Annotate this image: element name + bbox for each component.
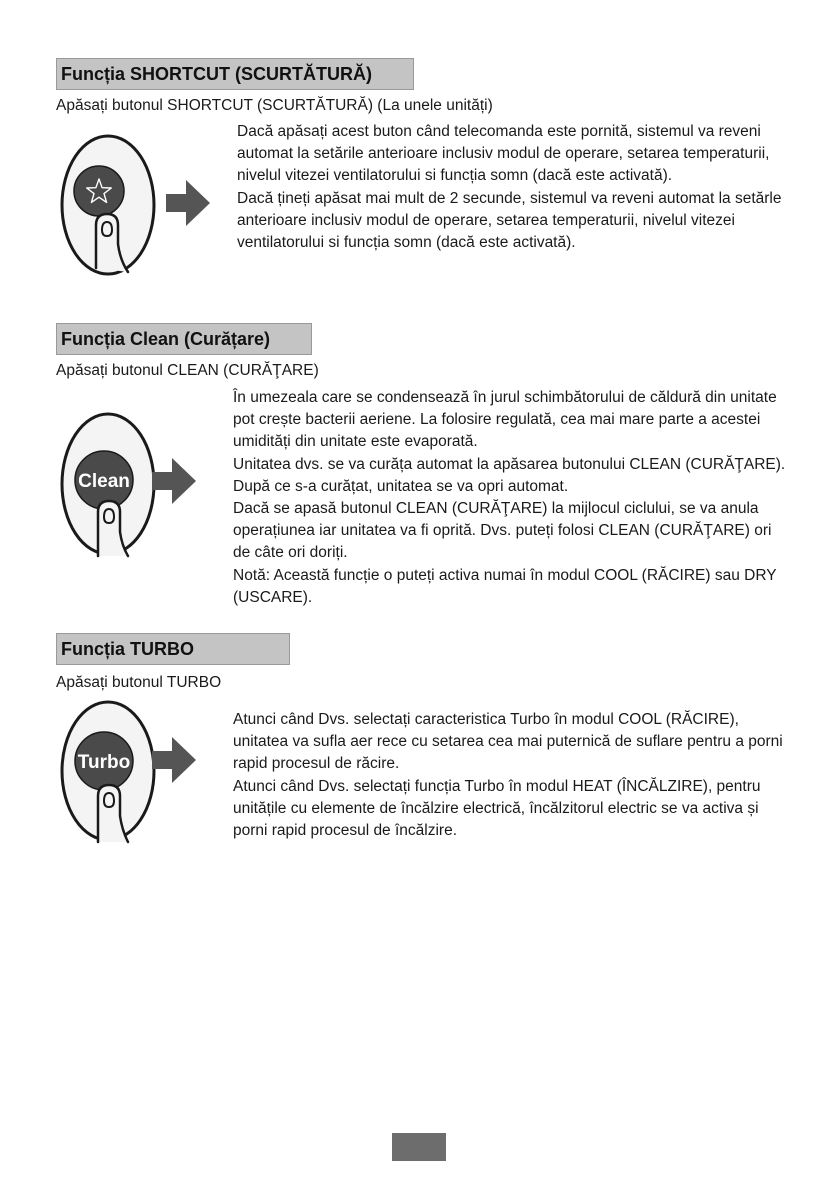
clean-button-label: Clean <box>78 471 130 492</box>
clean-paragraph-2: Unitatea dvs. se va curăța automat la apăsarea butonului CLEAN (CURĂŢARE). După ce s-a curățat, unitatea se va opri automat. <box>233 455 786 495</box>
clean-paragraph-3: Dacă se apasă butonul CLEAN (CURĂŢARE) la mijlocul ciclului, se va anula operațiunea iar unitatea va fi oprită. Dvs. puteți folosi CLEAN (CURĂŢARE) ori de câte ori doriți. <box>233 500 772 562</box>
shortcut-remote-svg <box>58 132 158 278</box>
shortcut-button[interactable] <box>74 166 124 216</box>
page-number-badge <box>392 1133 446 1161</box>
turbo-remote-svg <box>58 698 158 844</box>
turbo-section-title: Funcția TURBO <box>56 633 290 665</box>
turbo-button-label: Turbo <box>77 752 131 773</box>
clean-remote-svg <box>58 410 158 558</box>
turbo-paragraph-1: Atunci când Dvs. selectați caracteristica Turbo în modul COOL (RĂCIRE), unitatea va sufla aer rece cu setarea cea mai puternică de suflare pentru a porni rapid procesul de răcire. <box>233 711 783 773</box>
clean-paragraph-1: În umezeala care se condensează în jurul schimbătorului de căldură din unitate pot crește bacterii aeriene. La folosire regulată, cea mai mare parte a acestei umidități din unitate este evaporată. <box>233 389 777 451</box>
turbo-arrow-icon <box>152 737 196 788</box>
clean-section-title: Funcția Clean (Curățare) <box>56 323 312 355</box>
clean-instruction: Apăsați butonul CLEAN (CURĂŢARE) <box>56 362 319 379</box>
shortcut-section-title: Funcția SHORTCUT (SCURTĂTURĂ) <box>56 58 414 90</box>
shortcut-paragraph-1: Dacă apăsați acest buton când telecomanda este pornită, sistemul va reveni automat la setările anterioare inclusiv modul de operare, setarea temperaturii, nivelul vitezei ventilatorului si funcția somn (dacă este activată). <box>237 123 770 185</box>
shortcut-description <box>237 121 782 254</box>
shortcut-instruction: Apăsați butonul SHORTCUT (SCURTĂTURĂ) (La unele unități) <box>56 97 493 114</box>
turbo-remote-illustration <box>58 698 158 844</box>
clean-remote-illustration <box>58 410 158 558</box>
shortcut-paragraph-2: Dacă țineți apăsat mai mult de 2 secunde, sistemul va reveni automat la setărle anterioare inclusiv modul de operare, setarea temperaturii, nivelul vitezei ventilatorului si funcția somn (dacă este activată). <box>237 189 782 252</box>
shortcut-remote-illustration <box>58 132 158 278</box>
clean-description <box>233 387 789 609</box>
clean-arrow-icon <box>152 458 196 509</box>
turbo-instruction: Apăsați butonul TURBO <box>56 674 222 691</box>
shortcut-arrow-icon <box>166 180 210 231</box>
clean-paragraph-4: Notă: Această funcție o puteți activa numai în modul COOL (RĂCIRE) sau DRY (USCARE). <box>233 566 777 606</box>
turbo-paragraph-2: Atunci când Dvs. selectați funcția Turbo în modul HEAT (ÎNCĂLZIRE), pentru unitățile cu elemente de încălzire electrică, încălzitorul electric se va activa și porni rapid procesul de încălzire. <box>233 777 761 840</box>
turbo-description <box>233 709 789 842</box>
